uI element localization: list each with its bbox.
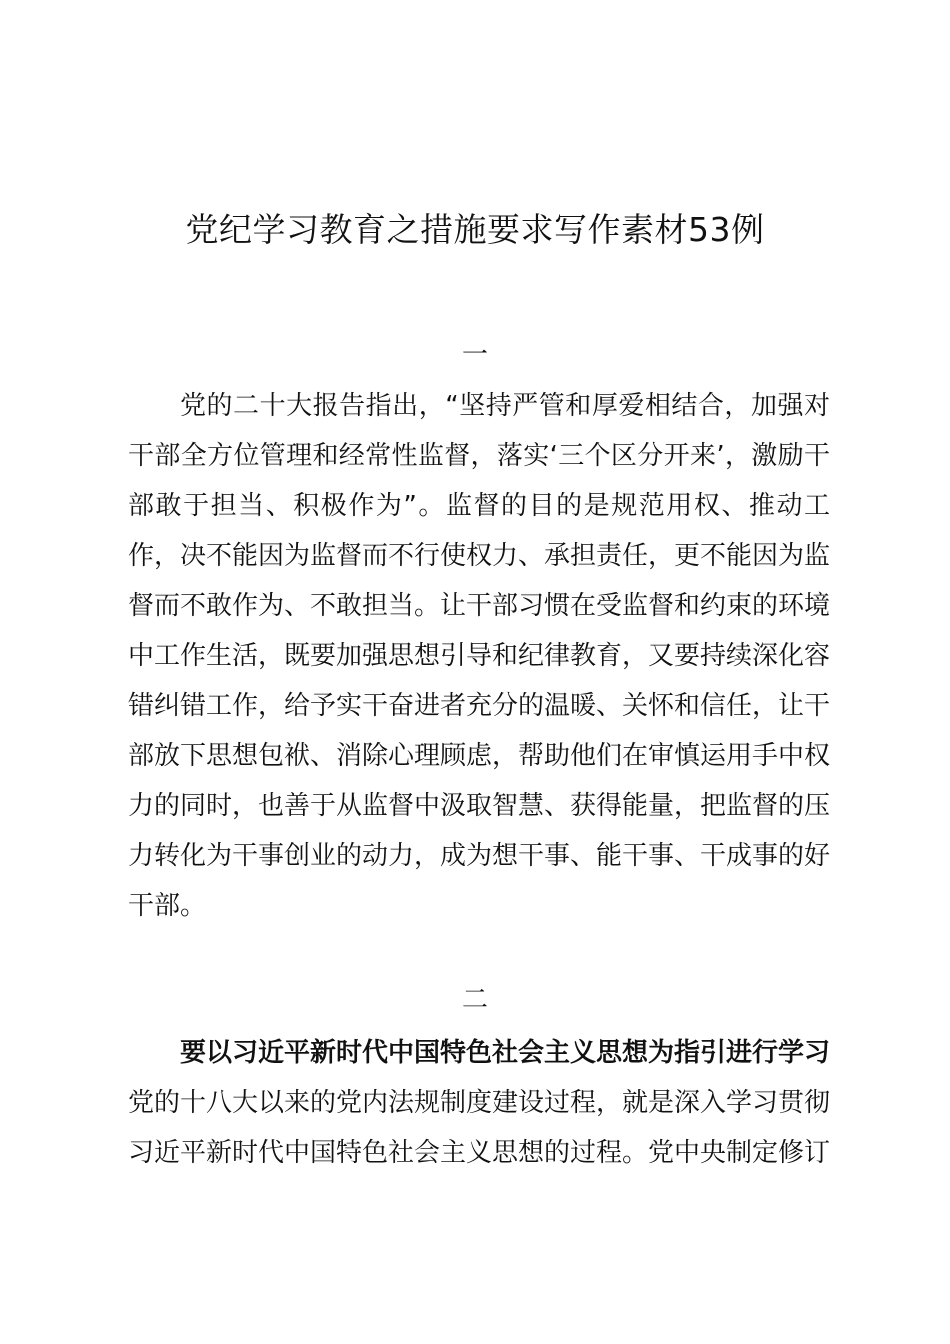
section-number-1: 一 — [461, 340, 488, 370]
section-number-2: 二 — [461, 985, 488, 1015]
section-1-paragraph: 党的二十大报告指出，“坚持严管和厚爱相结合，加强对干部全方位管理和经常性监督，落实‘三个区分开来’，激励干部敢于担当、积极作为”。监督的目的是规范用权、推动工作，决不能因为监督而不行使权力、承担责任，更不能因为监督而不敢作为、不敢担当。让干部习惯在受监督和约束的环境中工作生活，既要加强思想引导和纪律教育，又要持续深化容错纠错工作，给予实干奋进者充分的温暖、关怀和信任，让干部放下思想包袱、消除心理顾虑，帮助他们在审慎运用手中权力的同时，也善于从监督中汲取智慧、获得能量，把监督的压力转化为干事创业的动力，成为想干事、能干事、干成事的好干部。 — [128, 391, 831, 921]
document-title: 党纪学习教育之措施要求写作素材53例 — [185, 210, 765, 249]
section-2-paragraph: 党的十八大以来的党内法规制度建设过程，就是深入学习贯彻习近平新时代中国特色社会主义思想的过程。党中央制定修订 — [128, 1088, 831, 1168]
section-2-heading: 要以习近平新时代中国特色社会主义思想为指引进行学习 — [180, 1038, 831, 1068]
